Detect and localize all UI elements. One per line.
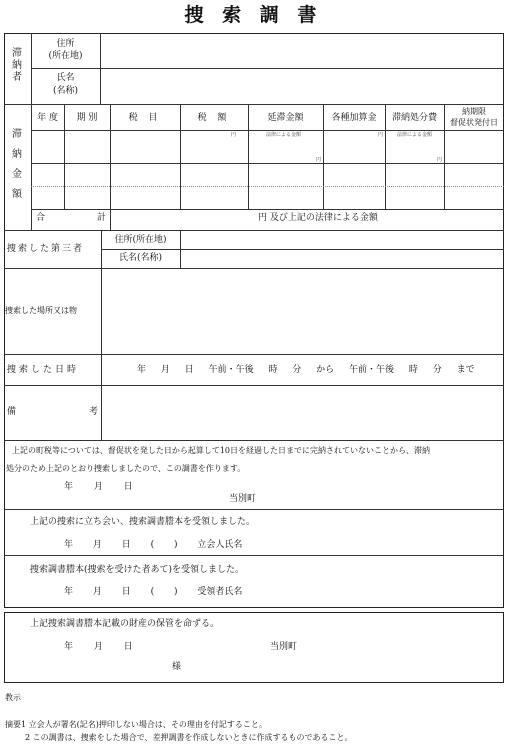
- instruction-label: 教示: [5, 693, 21, 702]
- third-party-address-field[interactable]: [181, 231, 503, 249]
- law-note: 法律による金額: [397, 132, 433, 138]
- statement-town: 当別町: [229, 494, 257, 504]
- col-due-date: 納期限: [462, 107, 486, 116]
- col-tax-amount: 税 額: [197, 113, 231, 123]
- remarks-label-b: 考: [89, 407, 99, 417]
- col-notice-date: 督促状発付日: [450, 118, 498, 127]
- yen-mark: 円: [378, 132, 384, 138]
- col-surcharges: 各種加算金: [331, 113, 377, 123]
- custody-honorific: 様: [172, 662, 182, 672]
- address-sublabel: (所在地): [48, 51, 83, 61]
- name-label: 氏名: [56, 73, 75, 83]
- datetime-text: 年 月 日 午前・午後 時 分 から 午前・午後 時 分 まで: [137, 365, 475, 375]
- third-party-name-field[interactable]: [181, 250, 503, 268]
- document-title: 捜 索 調 書: [184, 4, 323, 26]
- statement-line-2: 処分のため上記のとおり捜索しましたので、この調書を作ります。: [6, 464, 246, 473]
- total-amount-text: 円 及び上記の法律による金額: [258, 213, 378, 223]
- recipient-text: 捜索調書謄本(捜索を受けた者あて)を受領しました。: [30, 565, 245, 575]
- place-label: 捜索した場所又は物: [5, 306, 77, 315]
- total-label-a: 合: [36, 213, 46, 223]
- statement-line-1: 上記の町税等については、督促状を発した日から起算して10日を経過した日までに完納されていないことから、滞納: [12, 446, 431, 455]
- witness-date-line: 年 月 日 ( ) 立会人氏名: [64, 540, 243, 550]
- place-field[interactable]: [102, 269, 503, 354]
- col-late-fee: 延滞金額: [267, 113, 304, 123]
- yen-mark: 円: [316, 157, 322, 163]
- third-party-name-label: 氏名(名称): [118, 253, 163, 263]
- address-label: 住所: [56, 39, 75, 49]
- yen-mark: 円: [437, 157, 443, 163]
- remarks-field[interactable]: [102, 386, 503, 440]
- col-period: 期 別: [76, 113, 98, 123]
- note-line-1: 摘要1 立会人が署名(記名)押印しない場合は、その理由を付記すること。: [5, 720, 267, 729]
- witness-text: 上記の捜索に立ち会い、捜索調書謄本を受領しました。: [30, 517, 256, 527]
- remarks-label-a: 備: [7, 407, 17, 417]
- custody-text: 上記捜索調書謄本記載の財産の保管を命ずる。: [30, 619, 220, 629]
- col-fiscal-year: 年 度: [37, 113, 58, 123]
- law-note: 法律による金額: [266, 132, 302, 138]
- statement-date: 年 月 日: [64, 482, 133, 492]
- datetime-label: 捜索した日時: [7, 365, 80, 375]
- taxpayer-name-field[interactable]: [101, 69, 503, 104]
- arrears-section-label: 滞 納 金 額: [12, 129, 22, 200]
- third-party-address-label: 住所(所在地): [114, 235, 167, 245]
- name-sublabel: (名称): [52, 86, 79, 96]
- col-disposition-cost: 滞納処分費: [391, 113, 437, 123]
- total-label-b: 計: [97, 213, 107, 223]
- note-line-2: 2 この調書は、捜索をした場合で、差押調書を作成しないときに作成するものであること。: [25, 733, 353, 742]
- third-party-label: 捜索した第三者: [7, 244, 85, 254]
- custody-town: 当別町: [270, 642, 298, 652]
- custody-date: 年 月 日: [64, 642, 133, 652]
- yen-mark: 円: [231, 132, 237, 138]
- recipient-date-line: 年 月 日 ( ) 受領者氏名: [64, 587, 243, 597]
- col-tax-item: 税 目: [128, 113, 162, 123]
- taxpayer-section-label: 滞 納 者: [12, 48, 22, 83]
- taxpayer-address-field[interactable]: [101, 34, 503, 68]
